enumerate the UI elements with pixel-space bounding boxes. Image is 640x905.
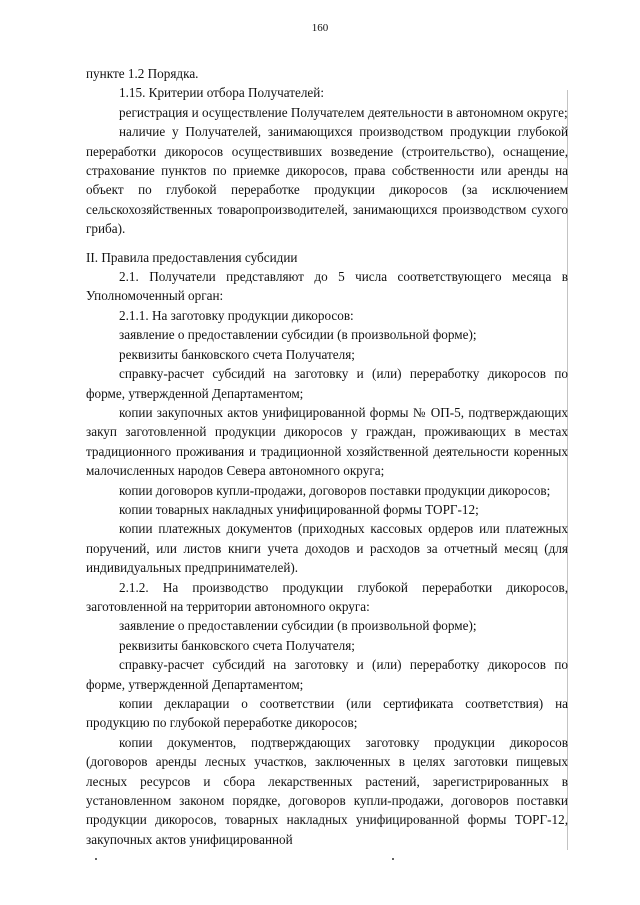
paragraph: заявление о предоставлении субсидии (в произвольной форме);: [119, 327, 477, 343]
paragraph: копии платежных документов (приходных кассовых ордеров или платежных поручений, или листов книги учета доходов и расходов за отчетный месяц (для индивидуальных предпринимателей).: [86, 521, 568, 576]
paragraph: 1.15. Критерии отбора Получателей:: [119, 85, 325, 101]
paragraph: копии документов, подтверждающих заготовку продукции дикоросов (договоров аренды лесных участков, заключенных в целях заготовки пищевых лесных ресурсов и сбора лекарственных растений, зарегистрированных в установленном законом порядке, договоров купли-продажи, договоров поставки продукции дикоросов, товарных накладных унифицированной формы ТОРГ-12, закупочных актов унифицированной: [86, 734, 568, 847]
paragraph: заявление о предоставлении субсидии (в произвольной форме);: [119, 618, 477, 634]
paragraph: наличие у Получателей, занимающихся производством продукции глубокой переработки дикоросов осуществивших возведение (строительство), оснащение, страхование пунктов по приемке дикоросов, права собственности или аренды на объект по глубокой переработке продукции дикоросов (за исключением сельскохозяйственных товаропроизводителей, занимающихся производством сухого гриба).: [86, 124, 568, 237]
paragraph: копии декларации о соответствии (или сертификата соответствия) на продукцию по глубокой переработке дикоросов;: [86, 696, 568, 731]
paragraph: реквизиты банковского счета Получателя;: [119, 346, 355, 362]
paragraph: реквизиты банковского счета Получателя;: [119, 637, 355, 653]
paragraph: 2.1. Получатели представляют до 5 числа соответствующего месяца в Уполномоченный орган:: [86, 269, 568, 304]
paragraph: справку-расчет субсидий на заготовку и (или) переработку дикоросов по форме, утвержденной Департаментом;: [86, 366, 568, 401]
paragraph: 2.1.2. На производство продукции глубокой переработки дикоросов, заготовленной на территории автономного округа:: [86, 579, 568, 614]
paragraph: 2.1.1. На заготовку продукции дикоросов:: [119, 307, 354, 323]
paragraph: пункте 1.2 Порядка.: [86, 66, 199, 81]
paragraph: копии договоров купли-продажи, договоров поставки продукции дикоросов;: [119, 482, 551, 498]
paragraph: копии товарных накладных унифицированной формы ТОРГ-12;: [119, 501, 479, 517]
paragraph: копии закупочных актов унифицированной формы № ОП-5, подтверждающих закуп заготовленной продукции дикоросов у граждан, проживающих в местах традиционного проживания и традиционной хозяйственной деятельности коренных малочисленных народов Севера автономного округа;: [86, 404, 568, 479]
page-number: 160: [311, 22, 329, 34]
paragraph: справку-расчет субсидий на заготовку и (или) переработку дикоросов по форме, утвержденной Департаментом;: [86, 657, 568, 692]
scan-dot: [95, 858, 97, 860]
paragraph: регистрация и осуществление Получателем деятельности в автономном округе;: [119, 104, 568, 120]
document-body: [86, 64, 568, 849]
section-heading: II. Правила предоставления субсидии: [86, 249, 298, 265]
scan-dot: [392, 858, 394, 860]
